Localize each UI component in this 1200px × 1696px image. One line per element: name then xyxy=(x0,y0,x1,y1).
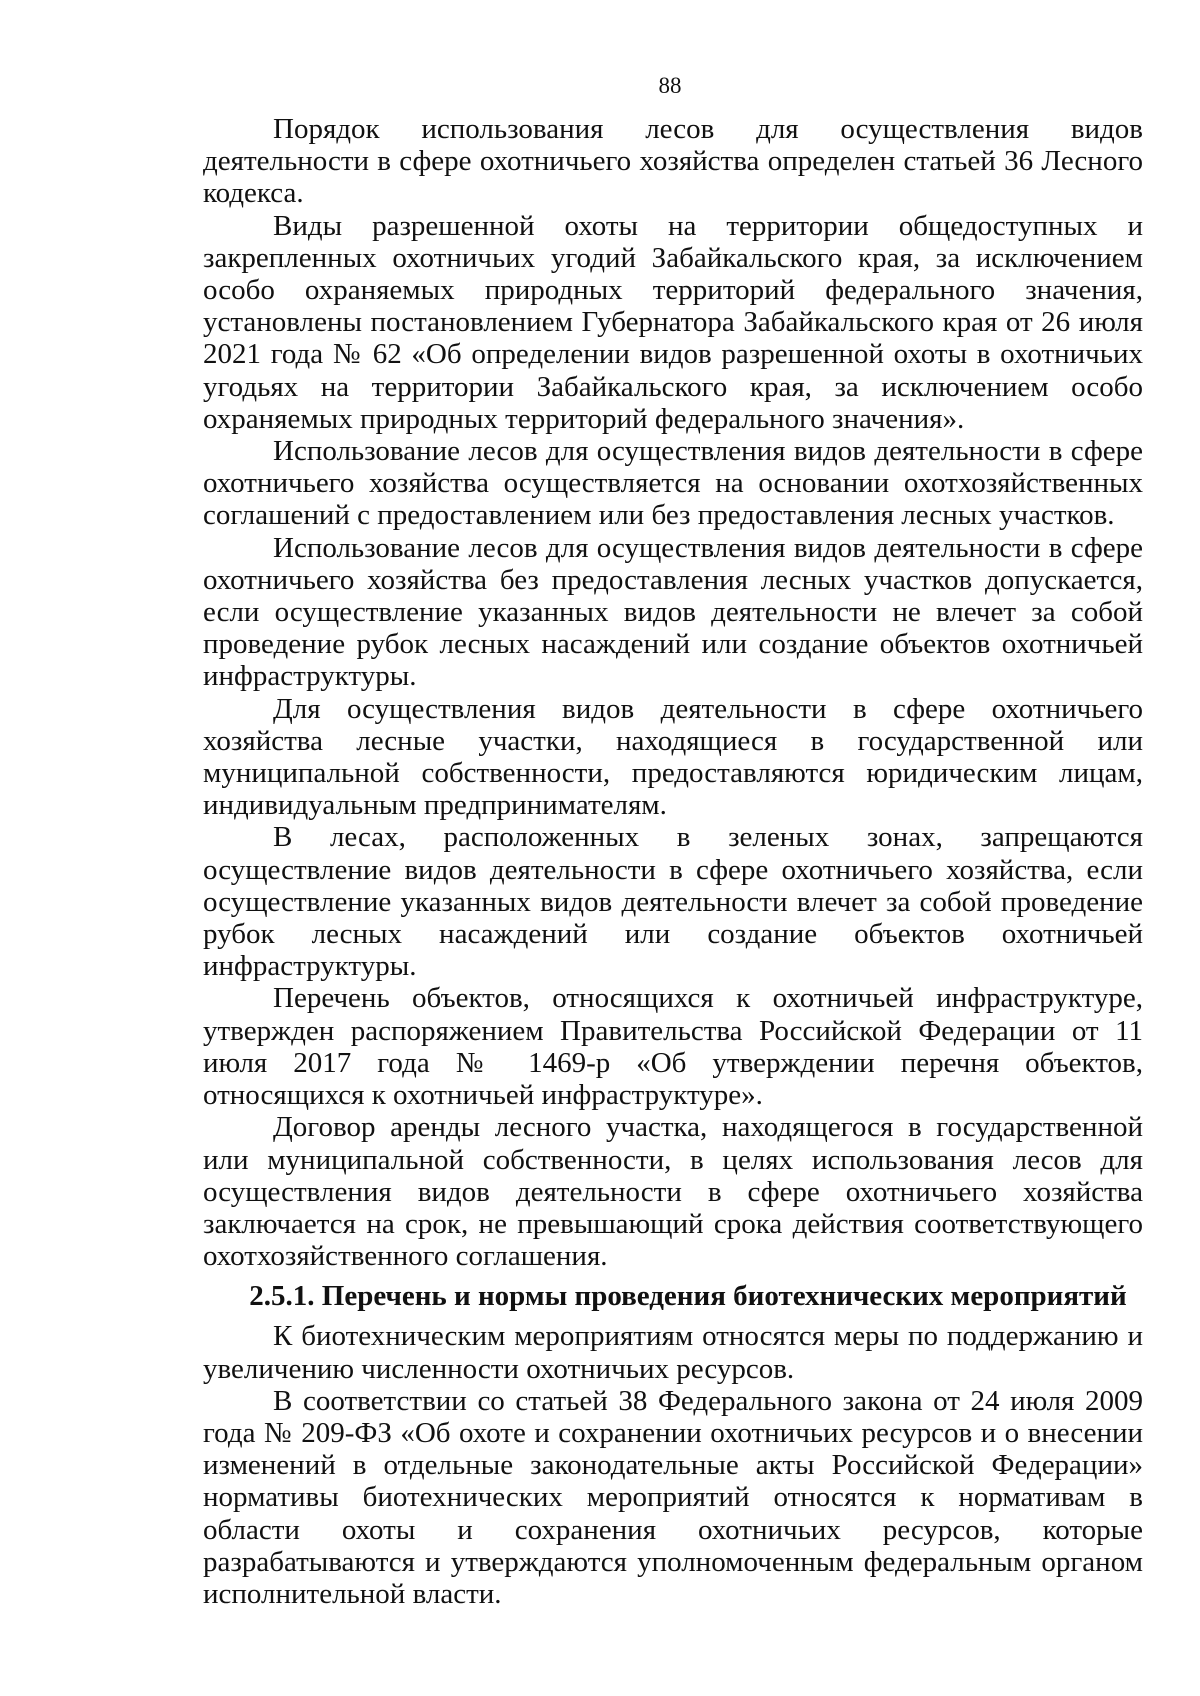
paragraph-federal-law-norms: В соответствии со статьей 38 Федерального закона от 24 июля 2009 года № 209-ФЗ «Об охоте и сохранении охотничьих ресурсов и о внесении изменений в отдельные законодательные акты Российской Федерации» нормативы биотехнических мероприятий относятся к нормативам в области охоты и сохранения охотничьих ресурсов, которые разрабатываются и утверждаются уполномоченным федеральным органом исполнительной власти. xyxy=(203,1384,1143,1610)
page-number: 88 xyxy=(658,73,682,98)
paragraph-infrastructure-list: Перечень объектов, относящихся к охотничьей инфраструктуре, утвержден распоряжением Правительства Российской Федерации от 11 июля 2017 года № 1469-р «Об утверждении перечня объектов, относящихся к охотничьей инфраструктуре». xyxy=(203,982,1143,1112)
page-body xyxy=(203,113,1143,1610)
paragraph-biotechnical-measures: К биотехническим мероприятиям относятся меры по поддержанию и увеличению численности охотничьих ресурсов. xyxy=(203,1320,1143,1385)
paragraph-plots-provision: Для осуществления видов деятельности в сфере охотничьего хозяйства лесные участки, находящиеся в государственной или муниципальной собственности, предоставляются юридическим лицам, индивидуальным предпринимателям. xyxy=(203,692,1143,822)
paragraph-permitted-hunting-types: Виды разрешенной охоты на территории общедоступных и закрепленных охотничьих угодий Забайкальского края, за исключением особо охраняемых природных территорий федерального значения, установлены постановлением Губернатора Забайкальского края от 26 июля 2021 года № 62 «Об определении видов разрешенной охоты в охотничьих угодьях на территории Забайкальского края, за исключением особо охраняемых природных территорий федерального значения». xyxy=(203,209,1143,435)
paragraph-use-without-plots: Использование лесов для осуществления видов деятельности в сфере охотничьего хозяйства без предоставления лесных участков допускается, если осуществление указанных видов деятельности не влечет за собой проведение рубок лесных насаждений или создание объектов охотничьей инфраструктуры. xyxy=(203,531,1143,693)
paragraph-hunting-agreements: Использование лесов для осуществления видов деятельности в сфере охотничьего хозяйства осуществляется на основании охотхозяйственных соглашений с предоставлением или без предоставления лесных участков. xyxy=(203,435,1143,532)
paragraph-forest-use-order: Порядок использования лесов для осуществления видов деятельности в сфере охотничьего хозяйства определен статьей 36 Лесного кодекса. xyxy=(203,113,1143,210)
paragraph-lease-agreement: Договор аренды лесного участка, находящегося в государственной или муниципальной собственности, в целях использования лесов для осуществления видов деятельности в сфере охотничьего хозяйства заключается на срок, не превышающий срока действия соответствующего охотхозяйственного соглашения. xyxy=(203,1111,1143,1273)
section-heading: 2.5.1. Перечень и нормы проведения биотехнических мероприятий xyxy=(249,1280,1127,1313)
paragraph-green-zones: В лесах, расположенных в зеленых зонах, запрещаются осуществление видов деятельности в сфере охотничьего хозяйства, если осуществление указанных видов деятельности влечет за собой проведение рубок лесных насаждений или создание объектов охотничьей инфраструктуры. xyxy=(203,821,1143,983)
